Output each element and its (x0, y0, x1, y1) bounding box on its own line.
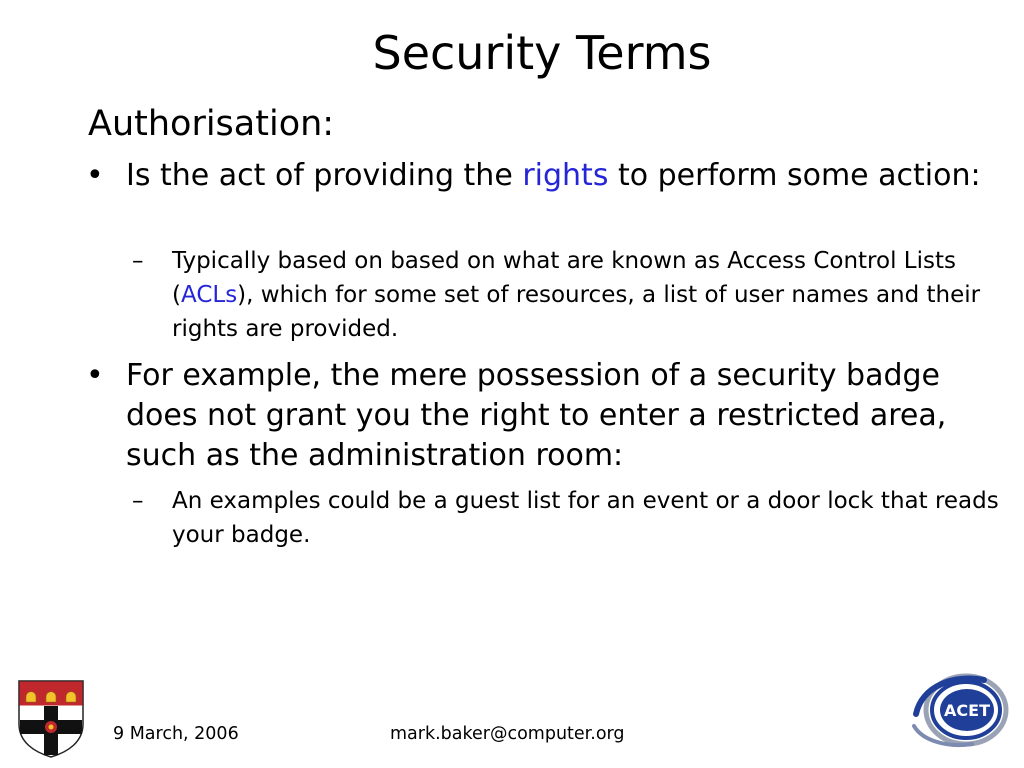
bullet-marker: • (86, 358, 104, 393)
bullet-text: Is the act of providing the (126, 158, 523, 193)
dash-marker: – (132, 248, 144, 274)
section-heading: Authorisation: (88, 104, 335, 144)
footer-email: mark.baker@computer.org (390, 724, 625, 744)
highlight-acls: ACLs (180, 282, 238, 308)
university-crest-logo (18, 680, 84, 758)
bullet-marker: • (86, 158, 104, 193)
acet-logo (910, 670, 1010, 748)
sub-text: An examples could be a guest list for an event or a door lock that reads your badge. (172, 488, 999, 548)
highlight-rights: rights (522, 158, 609, 193)
slide-title: Security Terms (372, 26, 712, 80)
acet-logo-text: ACET (944, 701, 990, 720)
sub-item-guest-list (132, 484, 1007, 552)
footer-date: 9 March, 2006 (113, 724, 239, 744)
sub-text-end: ), which for some set of resources, a list of user names and their rights are provided. (172, 282, 981, 342)
dash-marker: – (132, 488, 144, 514)
sub-item-acl (132, 244, 1007, 346)
bullet-item-example (86, 356, 1006, 476)
bullet-text-end: to perform some action: (608, 158, 981, 193)
sub-text: Typically based on based on what are known as Access Control Lists ( (172, 248, 956, 308)
bullet-text: For example, the mere possession of a security badge does not grant you the right to enter a restricted area, such as the administration room: (126, 358, 947, 473)
bullet-item-definition (86, 156, 1006, 196)
